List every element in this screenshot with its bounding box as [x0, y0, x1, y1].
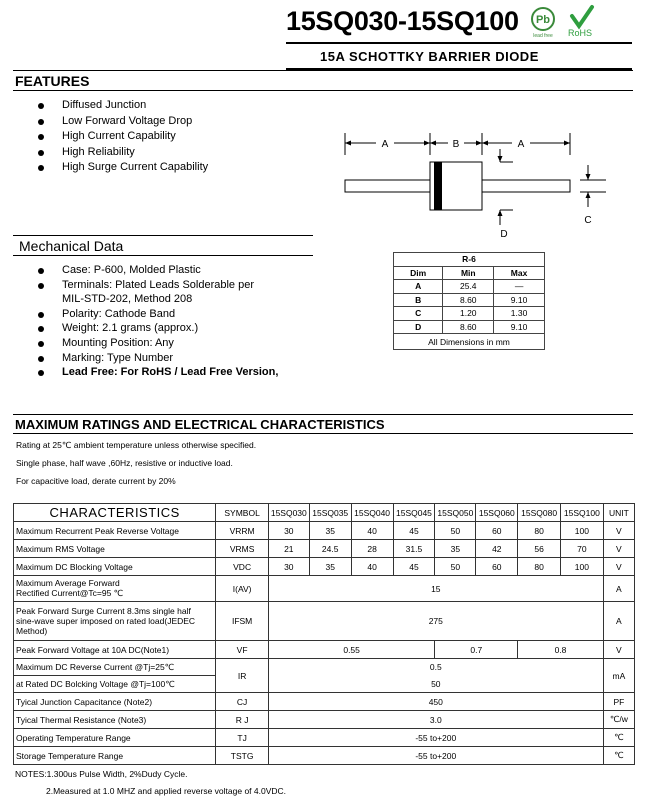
dimension-table [393, 252, 545, 350]
rating-note: For capacitive load, derate current by 20% [16, 476, 176, 486]
list-item: Polarity: Cathode Band [30, 307, 278, 322]
list-item: Mounting Position: Any [30, 336, 278, 351]
dim-header: Dim [394, 266, 443, 280]
header-model: 15SQ100 [561, 504, 604, 522]
cathode-band [434, 162, 442, 210]
table-row: Maximum Recurrent Peak Reverse Voltage VRRM 30 35 40 45 50 60 80 100 V [14, 522, 635, 540]
rating-note: Single phase, half wave ,60Hz, resistive or inductive load. [16, 458, 233, 468]
table-header-row [14, 504, 635, 522]
mechanical-top-rule [13, 235, 313, 236]
dim-label-a: A [381, 139, 389, 150]
footnote: 2.Measured at 1.0 MHZ and applied reverse voltage of 4.0VDC. [46, 786, 287, 796]
table-row: Tyical Thermal Resistance (Note3) R J 3.0 ℃/w [14, 711, 635, 729]
header-model: 15SQ050 [435, 504, 476, 522]
list-item: High Surge Current Capability [30, 160, 208, 176]
list-item: High Current Capability [30, 129, 208, 145]
list-item: Terminals: Plated Leads Solderable per [30, 278, 278, 293]
pb-logo-text: Pb [535, 14, 551, 26]
ratings-bottom-rule [13, 433, 633, 434]
header-unit: UNIT [603, 504, 634, 522]
features-bottom-rule [13, 90, 633, 91]
dim-table-footer: All Dimensions in mm [394, 334, 545, 350]
mechanical-list [30, 263, 278, 380]
footnote: NOTES:1.300us Pulse Width, 2%Dudy Cycle. [15, 769, 188, 779]
dim-header: Min [443, 266, 494, 280]
header-model: 15SQ045 [393, 504, 435, 522]
list-item: Marking: Type Number [30, 351, 278, 366]
mechanical-bottom-rule [13, 255, 313, 256]
header-model: 15SQ035 [309, 504, 351, 522]
dim-label-d: D [500, 229, 508, 240]
table-row: C 1.20 1.30 [394, 307, 545, 321]
header-model: 15SQ080 [518, 504, 561, 522]
compliance-logos [530, 4, 610, 40]
list-item: Weight: 2.1 grams (approx.) [30, 321, 278, 336]
table-row: at Rated DC Bolcking Voltage @Tj=100℃ 50 [14, 676, 635, 693]
list-item: MIL-STD-202, Method 208 [62, 293, 193, 306]
rating-note: Rating at 25℃ ambient temperature unless otherwise specified. [16, 440, 257, 450]
table-row: Maximum DC Reverse Current @Tj=25℃ IR 0.5 mA [14, 659, 635, 676]
list-item: Case: P-600, Molded Plastic [30, 263, 278, 278]
dim-label-b: B [452, 139, 460, 150]
ratings-heading: MAXIMUM RATINGS AND ELECTRICAL CHARACTERISTICS [15, 417, 385, 432]
list-item: Lead Free: For RoHS / Lead Free Version, [30, 365, 278, 380]
header-model: 15SQ030 [268, 504, 309, 522]
list-item: Diffused Junction [30, 98, 208, 114]
table-row: Peak Forward Voltage at 10A DC(Note1) VF 0.55 0.7 0.8 V [14, 641, 635, 659]
rohs-check-icon [568, 7, 592, 38]
list-item: High Reliability [30, 145, 208, 161]
header-symbol: SYMBOL [216, 504, 268, 522]
dim-table-package: R-6 [394, 253, 545, 267]
dim-header: Max [494, 266, 545, 280]
header-characteristics: CHARACTERISTICS [14, 504, 216, 522]
table-row: A 25.4 — [394, 280, 545, 294]
mechanical-heading: Mechanical Data [19, 238, 124, 254]
table-row: Peak Forward Surge Current 8.3ms single half sine-wave super imposed on rated load(JEDEC Method) IFSM 275 A [14, 602, 635, 641]
table-row: Maximum Average Forward Rectified Current@Tc=95 ℃ I(AV) 15 A [14, 576, 635, 602]
table-row: Tyical Junction Capacitance (Note2) CJ 450 PF [14, 693, 635, 711]
characteristics-table [13, 503, 635, 765]
table-row: Maximum DC Blocking Voltage VDC 30 35 40 45 50 60 80 100 V [14, 558, 635, 576]
features-heading: FEATURES [15, 73, 90, 89]
table-row: B 8.60 9.10 [394, 293, 545, 307]
table-row: D 8.60 9.10 [394, 320, 545, 334]
list-item: Low Forward Voltage Drop [30, 114, 208, 130]
pb-free-icon [532, 8, 554, 39]
dim-label-a2: A [517, 139, 525, 150]
dim-label-c: C [584, 215, 592, 226]
header-model: 15SQ040 [351, 504, 393, 522]
header-model: 15SQ060 [476, 504, 518, 522]
pb-logo-small: lead free [533, 33, 553, 39]
table-row: Maximum RMS Voltage VRMS 21 24.5 28 31.5 35 42 56 70 V [14, 540, 635, 558]
features-top-rule [13, 70, 633, 71]
table-row: Operating Temperature Range TJ -55 to+200 ℃ [14, 729, 635, 747]
features-list [30, 98, 208, 176]
table-row: Storage Temperature Range TSTG -55 to+200 ℃ [14, 747, 635, 765]
page-title: 15SQ030-15SQ100 [286, 6, 519, 36]
package-outline-diagram [338, 125, 608, 245]
page-subtitle: 15A SCHOTTKY BARRIER DIODE [320, 49, 539, 64]
rohs-logo-text: RoHS [567, 28, 593, 38]
ratings-top-rule [13, 414, 633, 415]
